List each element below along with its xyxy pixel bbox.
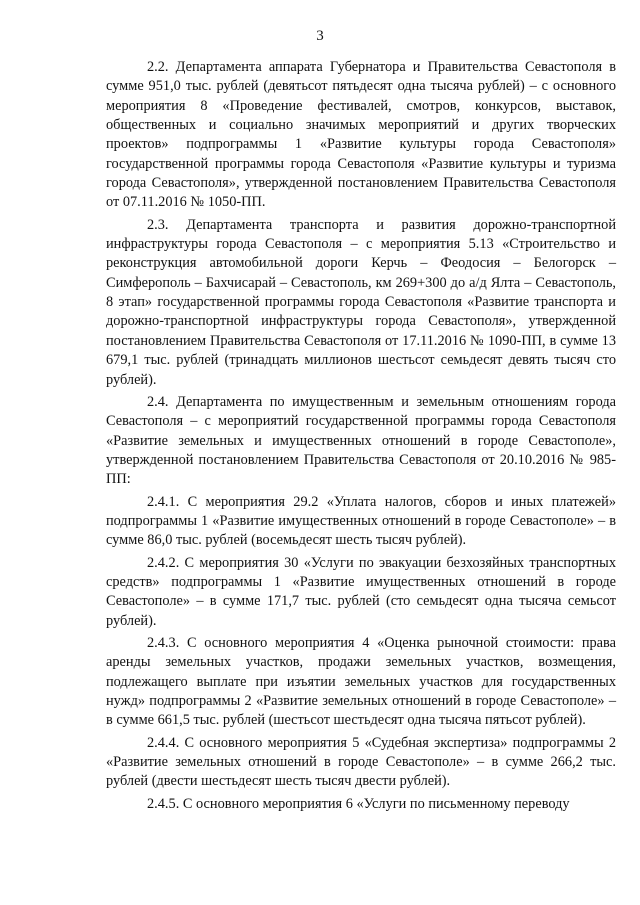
paragraph-2-2: 2.2. Департамента аппарата Губернатора и Правительства Севастополя в сумме 951,0 тыс. рублей (девятьсот пятьдесят одна тысяча рублей) – с основного мероприятия 8 «Проведение фестивалей, смотров, конкурсов, выставок, общественных и социально значимых мероприятий и других творческих проектов» подпрограммы 1 «Развитие культуры города Севастополя» государственной программы города Севастополя «Развитие культуры и туризма города Севастополя», утвержденной постановлением Правительства Севастополя от 07.11.2016 № 1050-ПП.	[106, 59, 616, 211]
paragraph-2-4-5: 2.4.5. С основного мероприятия 6 «Услуги по письменному переводу	[147, 795, 570, 812]
paragraph-2-4-4: 2.4.4. С основного мероприятия 5 «Судебная экспертиза» подпрограммы 2 «Развитие земельных отношений в городе Севастополе» – в сумме 266,2 тыс. рублей (двести шестьдесят шесть тысяч двести рублей).	[106, 734, 616, 790]
paragraph-2-4-2: 2.4.2. С мероприятия 30 «Услуги по эвакуации безхозяйных транспортных средств» подпрограммы 1 «Развитие имущественных отношений в городе Севастополе» – в сумме 171,7 тыс. рублей (сто семьдесят одна тысяча семьсот рублей).	[106, 554, 616, 629]
paragraph-2-4: 2.4. Департамента по имущественным и земельным отношениям города Севастополя – с мероприятий государственной программы города Севастополя «Развитие земельных и имущественных отношений в городе Севастополе», утвержденной постановлением Правительства Севастополя от 20.10.2016 № 985-ПП:	[106, 393, 616, 488]
paragraph-2-3: 2.3. Департамента транспорта и развития дорожно-транспортной инфраструктуры города Севастополя – с мероприятия 5.13 «Строительство и реконструкция автомобильной дороги Керчь – Феодосия – Белогорск – Симферополь – Бахчисарай – Севастополь, км 269+300 до а/д Ялта – Севастополь, 8 этап» государственной программы города Севастополя «Развитие транспорта и дорожно-транспортной инфраструктуры города Севастополя», утвержденной постановлением Правительства Севастополя от 17.11.2016 № 1090-ПП, в сумме 13 679,1 тыс. рублей (тринадцать миллионов шестьсот семьдесят девять тысяч сто рублей).	[106, 216, 616, 388]
document-body	[106, 58, 616, 814]
page-number: 3	[316, 28, 324, 44]
paragraph-2-4-3: 2.4.3. С основного мероприятия 4 «Оценка рыночной стоимости: права аренды земельных участков, продажи земельных участков, возмещения, подлежащего выплате при изъятии земельных участков для государственных нужд» подпрограммы 2 «Развитие земельных отношений в городе Севастополе» – в сумме 661,5 тыс. рублей (шестьсот шестьдесят одна тысяча пятьсот рублей).	[106, 634, 616, 729]
paragraph-2-4-1: 2.4.1. С мероприятия 29.2 «Уплата налогов, сборов и иных платежей» подпрограммы 1 «Развитие имущественных отношений в городе Севастополе» – в сумме 86,0 тыс. рублей (восемьдесят шесть тысяч рублей).	[106, 493, 616, 549]
